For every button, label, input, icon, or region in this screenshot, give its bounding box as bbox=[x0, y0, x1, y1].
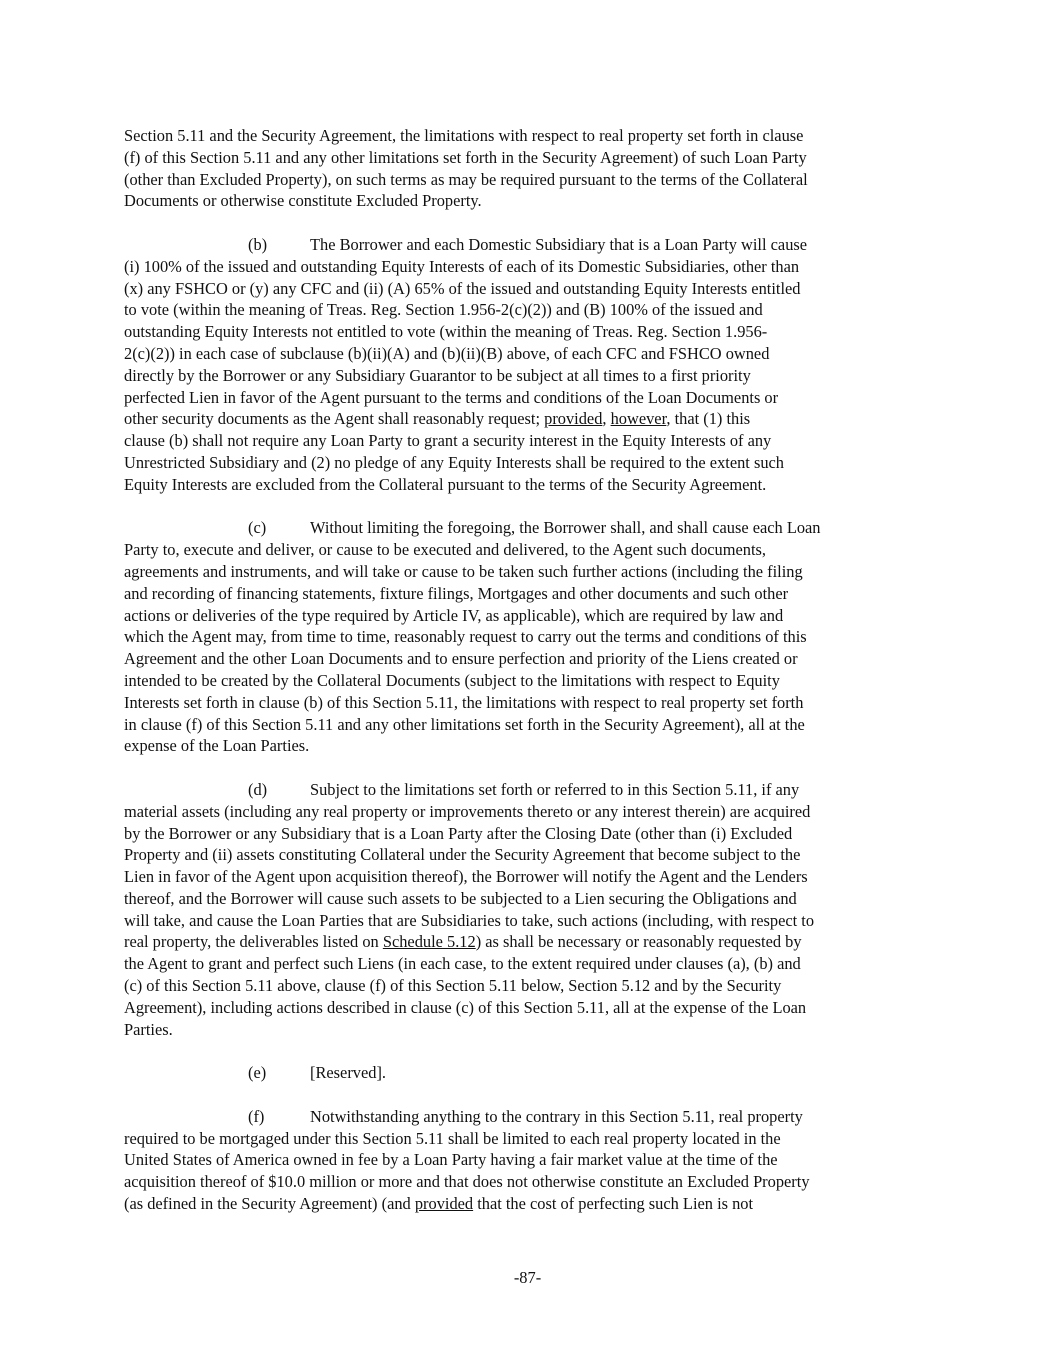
text-line: (x) any FSHCO or (y) any CFC and (ii) (A) 65% of the issued and outstanding Equity Interests entitled bbox=[124, 278, 801, 298]
text-line: (f) of this Section 5.11 and any other limitations set forth in the Security Agreement) of such Loan Party bbox=[124, 147, 807, 167]
text-line: outstanding Equity Interests not entitled to vote (within the meaning of Treas. Reg. Section 1.956- bbox=[124, 322, 768, 342]
text-line: (c) of this Section 5.11 above, clause (f) of this Section 5.11 below, Section 5.12 and by the Security bbox=[124, 976, 782, 996]
paragraph-c bbox=[124, 517, 924, 757]
text-line: The Borrower and each Domestic Subsidiary that is a Loan Party will cause bbox=[310, 234, 808, 254]
text-line: Agreement), including actions described in clause (c) of this Section 5.11, all at the expense of the Loan bbox=[124, 997, 807, 1017]
text-line: in clause (f) of this Section 5.11 and any other limitations set forth in the Security Agreement), all at the bbox=[124, 714, 805, 734]
text-line: Party to, execute and deliver, or cause to be executed and delivered, to the Agent such documents, bbox=[124, 540, 766, 560]
page-number: -87- bbox=[513, 1268, 542, 1287]
text-line: agreements and instruments, and will take or cause to be taken such further actions (including the filing bbox=[124, 561, 803, 581]
text-line: the Agent to grant and perfect such Liens (in each case, to the extent required under clauses (a), (b) and bbox=[124, 954, 801, 974]
text-line: Property and (ii) assets constituting Collateral under the Security Agreement that become subject to the bbox=[124, 845, 801, 865]
text-line: expense of the Loan Parties. bbox=[124, 736, 310, 756]
text-line: Unrestricted Subsidiary and (2) no pledge of any Equity Interests shall be required to the extent such bbox=[124, 452, 784, 472]
text-line: Section 5.11 and the Security Agreement, the limitations with respect to real property set forth in clause bbox=[124, 126, 804, 145]
text-line: Lien in favor of the Agent upon acquisition thereof), the Borrower will notify the Agent and the Lenders bbox=[124, 867, 808, 887]
text-line: by the Borrower or any Subsidiary that is a Loan Party after the Closing Date (other than (i) Excluded bbox=[124, 823, 793, 843]
text-line: clause (b) shall not require any Loan Party to grant a security interest in the Equity Interests of any bbox=[124, 431, 772, 451]
text-line: and recording of financing statements, fixture filings, Mortgages and other documents and such other bbox=[124, 583, 789, 603]
text-line: Subject to the limitations set forth or referred to in this Section 5.11, if any bbox=[310, 779, 800, 799]
underlined-term: however bbox=[610, 409, 667, 429]
text-line: (i) 100% of the issued and outstanding Equity Interests of each of its Domestic Subsidiaries, other than bbox=[124, 256, 800, 276]
paragraph-label: (e) bbox=[248, 1063, 267, 1083]
text-line: (other than Excluded Property), on such terms as may be required pursuant to the terms of the Collateral bbox=[124, 169, 808, 189]
text-line: Agreement and the other Loan Documents and to ensure perfection and priority of the Liens created or bbox=[124, 649, 798, 669]
paragraph-b bbox=[124, 234, 924, 496]
text-line: acquisition thereof of $10.0 million or more and that does not otherwise constitute an Excluded Property bbox=[124, 1172, 810, 1192]
paragraph-label: (d) bbox=[248, 779, 268, 799]
paragraph-e bbox=[124, 1062, 924, 1084]
text-line: which the Agent may, from time to time, reasonably request to carry out the terms and conditions of this bbox=[124, 627, 807, 647]
text-line: real property, the deliverables listed on Schedule 5.12) as shall be necessary or reasonably requested by bbox=[124, 932, 802, 952]
text-line: Documents or otherwise constitute Excluded Property. bbox=[124, 191, 482, 211]
paragraph-label: (f) bbox=[248, 1106, 265, 1126]
text-line: required to be mortgaged under this Section 5.11 shall be limited to each real property located in the bbox=[124, 1128, 781, 1148]
text-line: directly by the Borrower or any Subsidiary Guarantor to be subject at all times to a first priority bbox=[124, 365, 751, 385]
text-line: Interests set forth in clause (b) of this Section 5.11, the limitations with respect to real property set forth bbox=[124, 692, 804, 712]
text-line: United States of America owned in fee by a Loan Party having a fair market value at the time of the bbox=[124, 1150, 778, 1170]
paragraph-d bbox=[124, 779, 924, 1041]
paragraph-label: (b) bbox=[248, 234, 268, 254]
text-line: Parties. bbox=[124, 1019, 173, 1039]
text-line: (as defined in the Security Agreement) (and provided that the cost of perfecting such Lien is not bbox=[124, 1194, 754, 1214]
intro-paragraph bbox=[124, 125, 924, 212]
text-line: Equity Interests are excluded from the Collateral pursuant to the terms of the Security Agreement. bbox=[124, 474, 767, 494]
text-line: perfected Lien in favor of the Agent pursuant to the terms and conditions of the Loan Documents or bbox=[124, 387, 779, 407]
paragraph-f bbox=[124, 1106, 924, 1215]
text-line: thereof, and the Borrower will cause such assets to be subjected to a Lien securing the Obligations and bbox=[124, 888, 797, 908]
text-line: to vote (within the meaning of Treas. Reg. Section 1.956-2(c)(2)) and (B) 100% of the issued and bbox=[124, 300, 763, 320]
text-line: 2(c)(2)) in each case of subclause (b)(ii)(A) and (b)(ii)(B) above, of each CFC and FSHCO owned bbox=[124, 343, 770, 363]
text-line: Notwithstanding anything to the contrary in this Section 5.11, real property bbox=[310, 1106, 803, 1126]
text-line: other security documents as the Agent shall reasonably request; provided, however, that (1) this bbox=[124, 409, 751, 429]
document-page bbox=[124, 125, 924, 1215]
underlined-term: provided bbox=[414, 1194, 474, 1214]
text-line: [Reserved]. bbox=[310, 1063, 386, 1083]
text-line: Without limiting the foregoing, the Borrower shall, and shall cause each Loan bbox=[310, 518, 821, 538]
underlined-term: provided bbox=[544, 409, 603, 429]
text-line: material assets (including any real property or improvements thereto or any interest therein) are acquired bbox=[124, 801, 811, 821]
text-line: will take, and cause the Loan Parties that are Subsidiaries to take, such actions (including, with respect to bbox=[124, 910, 815, 930]
text-line: intended to be created by the Collateral Documents (subject to the limitations with respect to Equity bbox=[124, 670, 780, 690]
schedule-reference: Schedule 5.12 bbox=[382, 932, 476, 952]
text-line: actions or deliveries of the type required by Article IV, as applicable), which are required by law and bbox=[124, 605, 784, 625]
paragraph-label: (c) bbox=[248, 518, 267, 538]
